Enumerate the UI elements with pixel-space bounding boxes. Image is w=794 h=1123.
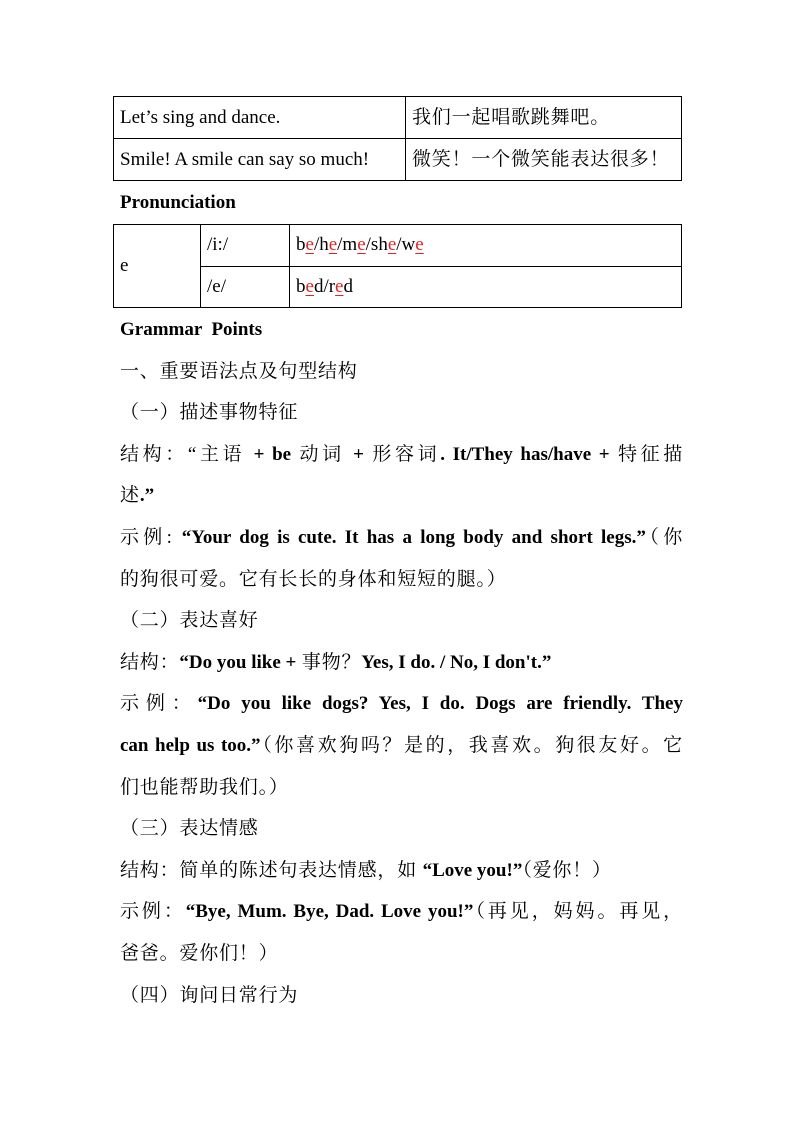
text-run: “Your dog is cute. It has a long body and short legs.” [181, 526, 646, 548]
example-label: 示例: [120, 526, 182, 548]
text-run: . It/They has/have + [440, 443, 610, 465]
sentence-english: Let’s sing and dance. [114, 97, 406, 139]
example-line [120, 517, 683, 559]
highlighted-vowel: e [328, 234, 338, 256]
highlighted-vowel: e [305, 234, 314, 256]
table-row [114, 225, 682, 267]
text-run: 动词 [291, 443, 354, 465]
highlighted-vowel: e [415, 234, 424, 256]
highlighted-vowel: e [305, 275, 314, 297]
phoneme-cell: /i:/ [201, 225, 290, 267]
phoneme-cell: /e/ [201, 266, 290, 308]
point-title: （一）描述事物特征 [120, 402, 299, 424]
sentence-chinese: 我们一起唱歌跳舞吧。 [406, 97, 682, 139]
point-title: （三）表达情感 [120, 818, 259, 840]
word-part: b [296, 275, 306, 297]
example-line [120, 767, 683, 809]
sentences-table [113, 96, 682, 181]
sentence-english: Smile! A smile can say so much! [114, 139, 406, 181]
text-run: “Bye, Mum. Bye, Dad. Love you!” [185, 901, 474, 923]
text-run: “Love you!” [422, 859, 523, 881]
example-label: 示例： [120, 901, 186, 923]
table-row [114, 139, 682, 181]
structure-label: 结构： [120, 443, 188, 465]
word-part: b [296, 234, 306, 256]
example-line [120, 725, 683, 767]
text-run: “主语 [187, 443, 254, 465]
text-run: （爱你！） [522, 859, 612, 881]
example-line [120, 559, 683, 601]
structure-line [120, 434, 683, 476]
grammar-section [120, 309, 683, 1016]
example-line [120, 683, 683, 725]
text-run: （你喜欢狗吗？是的，我喜欢。狗很友好。它 [260, 734, 683, 756]
word-part: /h [313, 234, 329, 256]
table-row [114, 97, 682, 139]
point-title: （二）表达喜好 [120, 610, 259, 632]
letter-cell: e [114, 225, 201, 308]
text-run: + be [253, 443, 292, 465]
example-label: 示例： [120, 693, 198, 715]
highlighted-vowel: e [335, 275, 344, 297]
example-words-cell [290, 225, 682, 267]
sentence-chinese: 微笑！一个微笑能表达很多！ [406, 139, 682, 181]
text-run: 事物？ [296, 651, 362, 673]
word-part: d/r [313, 275, 336, 297]
example-words-cell [290, 266, 682, 308]
point-title: （四）询问日常行为 [120, 984, 299, 1006]
structure-label: 结构： [120, 859, 180, 881]
section-title: 一、重要语法点及句型结构 [120, 360, 358, 382]
text-run: 形容词 [363, 443, 441, 465]
pronunciation-table [113, 224, 682, 308]
text-run: “Do you like dogs? Yes, I do. Dogs are friendly. They [197, 693, 683, 715]
text-run: 特征描 [609, 443, 684, 465]
highlighted-vowel: e [357, 234, 366, 256]
text-run: （你 [645, 526, 683, 548]
text-run: “Do you like + [179, 651, 297, 673]
text-run: + [353, 443, 364, 465]
text-run: can help us too.” [120, 734, 261, 756]
word-part: d [343, 275, 353, 297]
grammar-heading: Grammar Points [120, 319, 263, 340]
structure-line [120, 642, 683, 684]
structure-line [120, 850, 683, 892]
text-run: 简单的陈述句表达情感，如 [179, 859, 423, 881]
text-run: （再见，妈妈。再见， [473, 901, 683, 923]
text-run: 述 [120, 485, 140, 507]
structure-label: 结构： [120, 651, 180, 673]
example-line [120, 933, 683, 975]
word-part: /sh [365, 234, 388, 256]
word-part: /m [337, 234, 358, 256]
highlighted-vowel: e [387, 234, 397, 256]
text-run: 们也能帮助我们。） [120, 776, 289, 798]
text-run: .” [139, 485, 155, 507]
text-run: 爸爸。爱你们！） [120, 942, 279, 964]
word-part: /w [396, 234, 416, 256]
pronunciation-heading: Pronunciation [120, 192, 236, 213]
example-line [120, 891, 683, 933]
structure-line [120, 475, 683, 517]
text-run: 的狗很可爱。它有长长的身体和短短的腿。） [120, 568, 507, 590]
text-run: Yes, I do. / No, I don't.” [361, 651, 552, 673]
